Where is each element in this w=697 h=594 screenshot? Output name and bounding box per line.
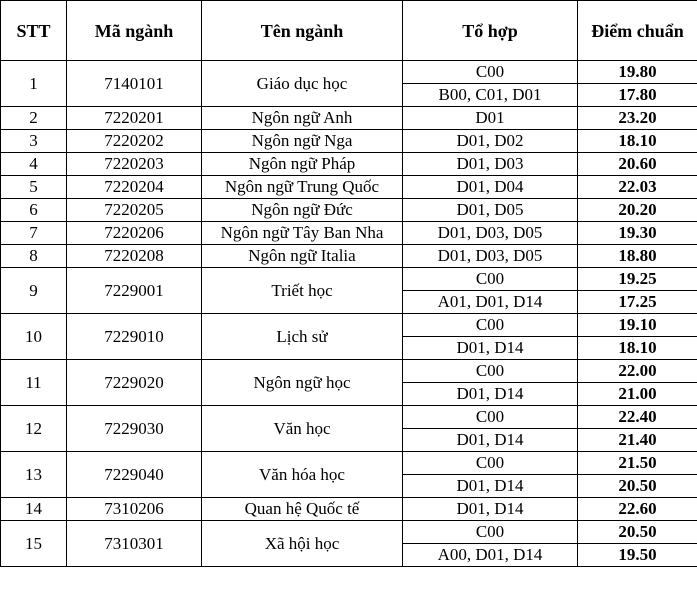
code-cell: 7229010 (67, 314, 202, 360)
table-row (1, 268, 697, 291)
stt-cell: 4 (1, 153, 67, 176)
code-cell: 7229001 (67, 268, 202, 314)
combo-cell: D01, D03, D05 (403, 222, 578, 245)
stt-cell: 2 (1, 107, 67, 130)
header-row (1, 1, 697, 61)
code-cell: 7229020 (67, 360, 202, 406)
header-code: Mã ngành (67, 1, 202, 61)
combo-cell: C00 (403, 406, 578, 429)
name-cell: Lịch sử (202, 314, 403, 360)
stt-cell: 13 (1, 452, 67, 498)
combo-cell: C00 (403, 61, 578, 84)
table-row (1, 521, 697, 544)
stt-cell: 3 (1, 130, 67, 153)
table-row (1, 314, 697, 337)
name-cell: Ngôn ngữ học (202, 360, 403, 406)
name-cell: Ngôn ngữ Tây Ban Nha (202, 222, 403, 245)
combo-cell: D01, D14 (403, 429, 578, 452)
code-cell: 7229040 (67, 452, 202, 498)
table-row (1, 222, 697, 245)
combo-cell: C00 (403, 521, 578, 544)
stt-cell: 15 (1, 521, 67, 567)
score-cell: 17.80 (578, 84, 697, 107)
score-cell: 23.20 (578, 107, 697, 130)
table-body (1, 61, 697, 567)
name-cell: Ngôn ngữ Anh (202, 107, 403, 130)
combo-cell: C00 (403, 314, 578, 337)
combo-cell: D01, D04 (403, 176, 578, 199)
name-cell: Văn học (202, 406, 403, 452)
score-cell: 21.00 (578, 383, 697, 406)
stt-cell: 12 (1, 406, 67, 452)
stt-cell: 11 (1, 360, 67, 406)
combo-cell: D01, D02 (403, 130, 578, 153)
stt-cell: 1 (1, 61, 67, 107)
code-cell: 7220204 (67, 176, 202, 199)
code-cell: 7140101 (67, 61, 202, 107)
combo-cell: A01, D01, D14 (403, 291, 578, 314)
name-cell: Xã hội học (202, 521, 403, 567)
name-cell: Quan hệ Quốc tế (202, 498, 403, 521)
combo-cell: D01, D05 (403, 199, 578, 222)
table-row (1, 199, 697, 222)
table-row (1, 61, 697, 84)
score-cell: 18.10 (578, 337, 697, 360)
combo-cell: D01, D03, D05 (403, 245, 578, 268)
code-cell: 7229030 (67, 406, 202, 452)
combo-cell: D01, D14 (403, 337, 578, 360)
combo-cell: D01, D03 (403, 153, 578, 176)
table-row (1, 130, 697, 153)
name-cell: Ngôn ngữ Trung Quốc (202, 176, 403, 199)
table-row (1, 176, 697, 199)
code-cell: 7220202 (67, 130, 202, 153)
table-row (1, 107, 697, 130)
name-cell: Giáo dục học (202, 61, 403, 107)
combo-cell: B00, C01, D01 (403, 84, 578, 107)
table-row (1, 153, 697, 176)
score-cell: 20.50 (578, 521, 697, 544)
stt-cell: 8 (1, 245, 67, 268)
score-cell: 20.50 (578, 475, 697, 498)
code-cell: 7310301 (67, 521, 202, 567)
table-row (1, 360, 697, 383)
header-stt: STT (1, 1, 67, 61)
score-cell: 22.40 (578, 406, 697, 429)
name-cell: Triết học (202, 268, 403, 314)
score-cell: 20.60 (578, 153, 697, 176)
score-cell: 22.00 (578, 360, 697, 383)
stt-cell: 10 (1, 314, 67, 360)
table-row (1, 245, 697, 268)
combo-cell: C00 (403, 452, 578, 475)
score-cell: 18.80 (578, 245, 697, 268)
name-cell: Ngôn ngữ Nga (202, 130, 403, 153)
score-cell: 21.50 (578, 452, 697, 475)
code-cell: 7220205 (67, 199, 202, 222)
stt-cell: 7 (1, 222, 67, 245)
name-cell: Ngôn ngữ Italia (202, 245, 403, 268)
code-cell: 7220203 (67, 153, 202, 176)
score-cell: 21.40 (578, 429, 697, 452)
score-cell: 19.50 (578, 544, 697, 567)
combo-cell: D01, D14 (403, 498, 578, 521)
table-row (1, 406, 697, 429)
stt-cell: 14 (1, 498, 67, 521)
code-cell: 7220208 (67, 245, 202, 268)
combo-cell: C00 (403, 360, 578, 383)
code-cell: 7220201 (67, 107, 202, 130)
table-row (1, 498, 697, 521)
score-cell: 17.25 (578, 291, 697, 314)
combo-cell: C00 (403, 268, 578, 291)
header-score: Điểm chuẩn (578, 1, 697, 61)
stt-cell: 5 (1, 176, 67, 199)
header-name: Tên ngành (202, 1, 403, 61)
name-cell: Ngôn ngữ Pháp (202, 153, 403, 176)
score-cell: 22.60 (578, 498, 697, 521)
combo-cell: A00, D01, D14 (403, 544, 578, 567)
stt-cell: 9 (1, 268, 67, 314)
code-cell: 7220206 (67, 222, 202, 245)
score-cell: 19.10 (578, 314, 697, 337)
combo-cell: D01, D14 (403, 383, 578, 406)
header-combo: Tổ hợp (403, 1, 578, 61)
score-cell: 18.10 (578, 130, 697, 153)
combo-cell: D01, D14 (403, 475, 578, 498)
code-cell: 7310206 (67, 498, 202, 521)
stt-cell: 6 (1, 199, 67, 222)
table-row (1, 452, 697, 475)
score-cell: 19.30 (578, 222, 697, 245)
score-cell: 19.80 (578, 61, 697, 84)
name-cell: Ngôn ngữ Đức (202, 199, 403, 222)
score-cell: 20.20 (578, 199, 697, 222)
name-cell: Văn hóa học (202, 452, 403, 498)
score-cell: 22.03 (578, 176, 697, 199)
combo-cell: D01 (403, 107, 578, 130)
score-cell: 19.25 (578, 268, 697, 291)
